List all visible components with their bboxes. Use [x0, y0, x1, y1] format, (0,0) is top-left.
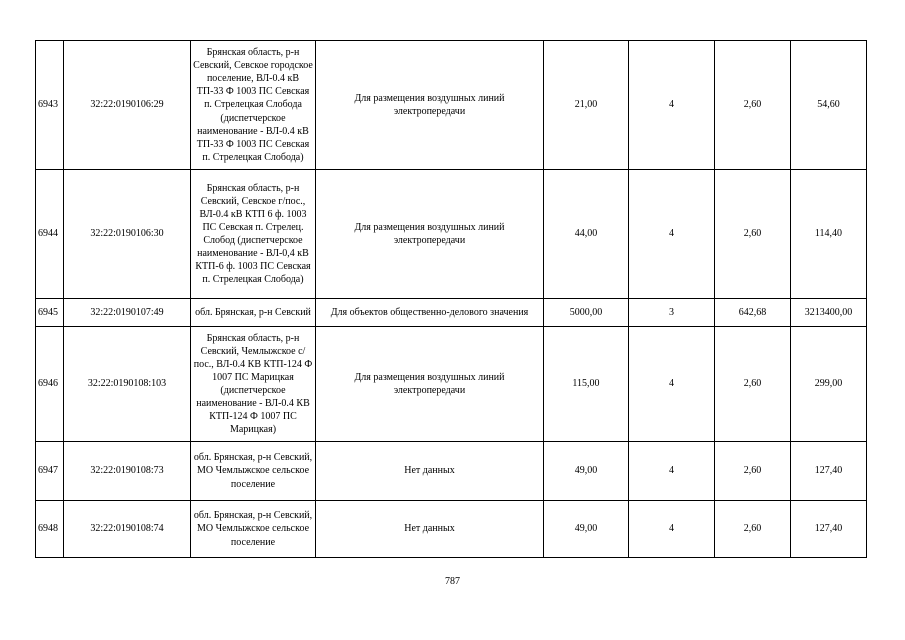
page-number: 787 — [445, 576, 460, 587]
address-cell: Брянская область, р-н Севский, Чемлыжское с/пос., ВЛ-0.4 КВ КТП-124 Ф 1007 ПС Марицкая (диспетчерское наименование - ВЛ-0.4 КВ КТП-124 Ф 1007 ПС Марицкая) — [191, 327, 316, 442]
address-cell: обл. Брянская, р-н Севский, МО Чемлыжское сельское поселение — [191, 501, 316, 558]
row-number-cell: 6946 — [36, 327, 64, 442]
rate-cell: 2,60 — [715, 442, 791, 501]
cadastral-number-cell: 32:22:0190106:30 — [64, 170, 191, 299]
table-row — [36, 501, 867, 558]
table-row — [36, 327, 867, 442]
rate-cell: 2,60 — [715, 41, 791, 170]
group-cell: 4 — [629, 327, 715, 442]
area-cell: 21,00 — [544, 41, 629, 170]
tax-amount-cell: 127,40 — [791, 442, 867, 501]
rate-cell: 642,68 — [715, 299, 791, 327]
area-cell: 49,00 — [544, 442, 629, 501]
tax-amount-cell: 114,40 — [791, 170, 867, 299]
rate-cell: 2,60 — [715, 170, 791, 299]
land-plots-table — [35, 40, 867, 558]
group-cell: 4 — [629, 170, 715, 299]
row-number-cell: 6945 — [36, 299, 64, 327]
group-cell: 4 — [629, 501, 715, 558]
area-cell: 44,00 — [544, 170, 629, 299]
cadastral-number-cell: 32:22:0190107:49 — [64, 299, 191, 327]
address-cell: Брянская область, р-н Севский, Севское г/пос., ВЛ-0.4 кВ КТП 6 ф. 1003 ПС Севская п. Стрелец. Слобод (диспетчерское наименование - ВЛ-0,4 кВ КТП-6 ф. 1003 ПС Севская п. Стрелецкая Слобода) — [191, 170, 316, 299]
area-cell: 49,00 — [544, 501, 629, 558]
table-row — [36, 299, 867, 327]
area-cell: 115,00 — [544, 327, 629, 442]
permitted-use-cell: Для размещения воздушных линий электропередачи — [316, 170, 544, 299]
permitted-use-cell: Для размещения воздушных линий электропередачи — [316, 327, 544, 442]
permitted-use-cell: Для размещения воздушных линий электропередачи — [316, 41, 544, 170]
group-cell: 4 — [629, 41, 715, 170]
rate-cell: 2,60 — [715, 327, 791, 442]
cadastral-number-cell: 32:22:0190108:103 — [64, 327, 191, 442]
address-cell: Брянская область, р-н Севский, Севское городское поселение, ВЛ-0.4 кВ ТП-33 Ф 1003 ПС Севская п. Стрелецкая Слобода (диспетчерское наименование - ВЛ-0.4 кВ ТП-33 Ф 1003 ПС Севская п. Стрелецкая Слобода) — [191, 41, 316, 170]
address-cell: обл. Брянская, р-н Севский, МО Чемлыжское сельское поселение — [191, 442, 316, 501]
table-row — [36, 442, 867, 501]
tax-amount-cell: 54,60 — [791, 41, 867, 170]
permitted-use-cell: Нет данных — [316, 501, 544, 558]
row-number-cell: 6944 — [36, 170, 64, 299]
row-number-cell: 6947 — [36, 442, 64, 501]
tax-amount-cell: 3213400,00 — [791, 299, 867, 327]
group-cell: 4 — [629, 442, 715, 501]
tax-amount-cell: 127,40 — [791, 501, 867, 558]
group-cell: 3 — [629, 299, 715, 327]
row-number-cell: 6948 — [36, 501, 64, 558]
cadastral-number-cell: 32:22:0190106:29 — [64, 41, 191, 170]
cadastral-number-cell: 32:22:0190108:74 — [64, 501, 191, 558]
address-cell: обл. Брянская, р-н Севский — [191, 299, 316, 327]
permitted-use-cell: Нет данных — [316, 442, 544, 501]
cadastral-number-cell: 32:22:0190108:73 — [64, 442, 191, 501]
table-row — [36, 41, 867, 170]
area-cell: 5000,00 — [544, 299, 629, 327]
row-number-cell: 6943 — [36, 41, 64, 170]
tax-amount-cell: 299,00 — [791, 327, 867, 442]
table-row — [36, 170, 867, 299]
permitted-use-cell: Для объектов общественно-делового значения — [316, 299, 544, 327]
rate-cell: 2,60 — [715, 501, 791, 558]
